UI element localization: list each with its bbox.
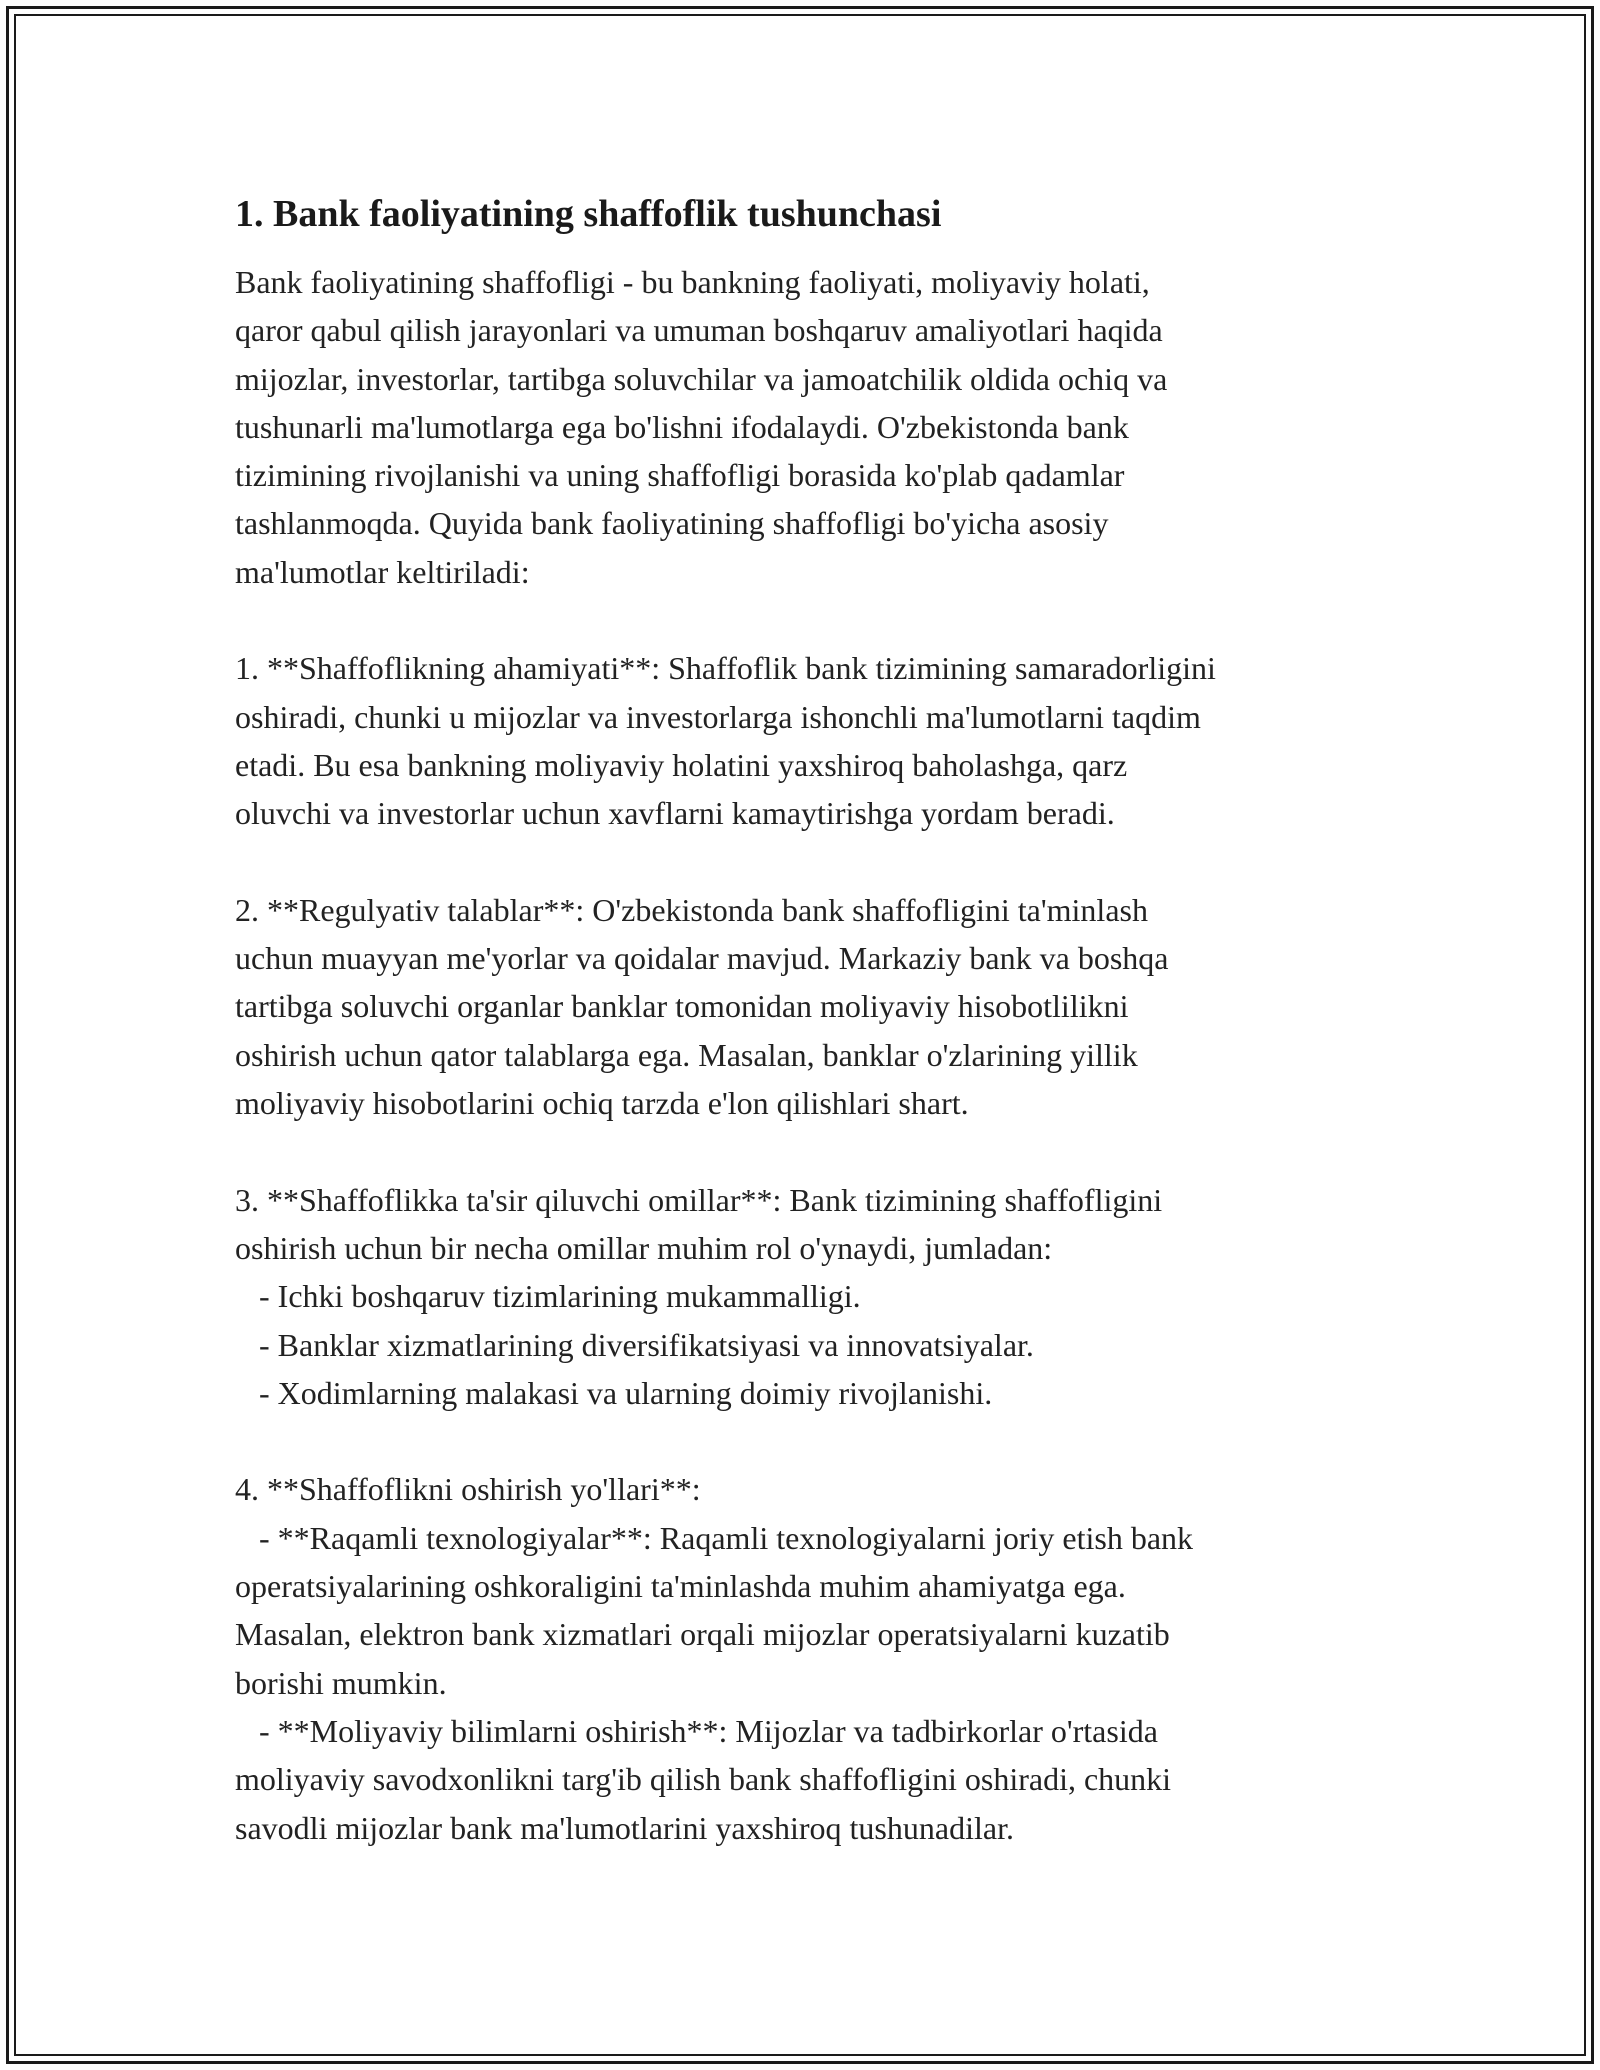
document-content (235, 186, 1365, 1852)
section-body-text: Bank faoliyatining shaffofligi - bu bankning faoliyati, moliyaviy holati, qaror qabul qilish jarayonlari va umuman boshqaruv amaliyotlari haqida mijozlar, investorlar, tartibga soluvchilar va jamoatchilik oldida ochiq va tushunarli ma'lumotlarga ega bo'lishni ifodalaydi. O'zbekistonda bank tizimining rivojlanishi va uning shaffofligi borasida ko'plab qadamlar tashlanmoqda. Quyida bank faoliyatining shaffofligi bo'yicha asosiy ma'lumotlar keltiriladi: 1. **Shaffoflikning ahamiyati**: Shaffoflik bank tizimining samaradorligini oshiradi, chunki u mijozlar va investorlarga ishonchli ma'lumotlarni taqdim etadi. Bu esa bankning moliyaviy holatini yaxshiroq baholashga, qarz oluvchi va investorlar uchun xavflarni kamaytirishga yordam beradi. 2. **Regulyativ talablar**: O'zbekistonda bank shaffofligini ta'minlash uchun muayyan me'yorlar va qoidalar mavjud. Markaziy bank va boshqa tartibga soluvchi organlar banklar tomonidan moliyaviy hisobotlilikni oshirish uchun qator talablarga ega. Masalan, banklar o'zlarining yillik moliyaviy hisobotlarini ochiq tarzda e'lon qilishlari shart. 3. **Shaffoflikka ta'sir qiluvchi omillar**: Bank tizimining shaffofligini oshirish uchun bir necha omillar muhim rol o'ynaydi, jumladan: - Ichki boshqaruv tizimlarining mukammalligi. - Banklar xizmatlarining diversifikatsiyasi va innovatsiyalar. - Xodimlarning malakasi va ularning doimiy rivojlanishi. 4. **Shaffoflikni oshirish yo'llari**: - **Raqamli texnologiyalar**: Raqamli texnologiyalarni joriy etish bank operatsiyalarining oshkoraligini ta'minlashda muhim ahamiyatga ega. Masalan, elektron bank xizmatlari orqali mijozlar operatsiyalarni kuzatib borishi mumkin. - **Moliyaviy bilimlarni oshirish**: Mijozlar va tadbirkorlar o'rtasida moliyaviy savodxonlikni targ'ib qilish bank shaffofligini oshiradi, chunki savodli mijozlar bank ma'lumotlarini yaxshiroq tushunadilar. (235, 264, 1216, 1846)
section-heading: 1. Bank faoliyatining shaffoflik tushunchasi (235, 193, 942, 235)
